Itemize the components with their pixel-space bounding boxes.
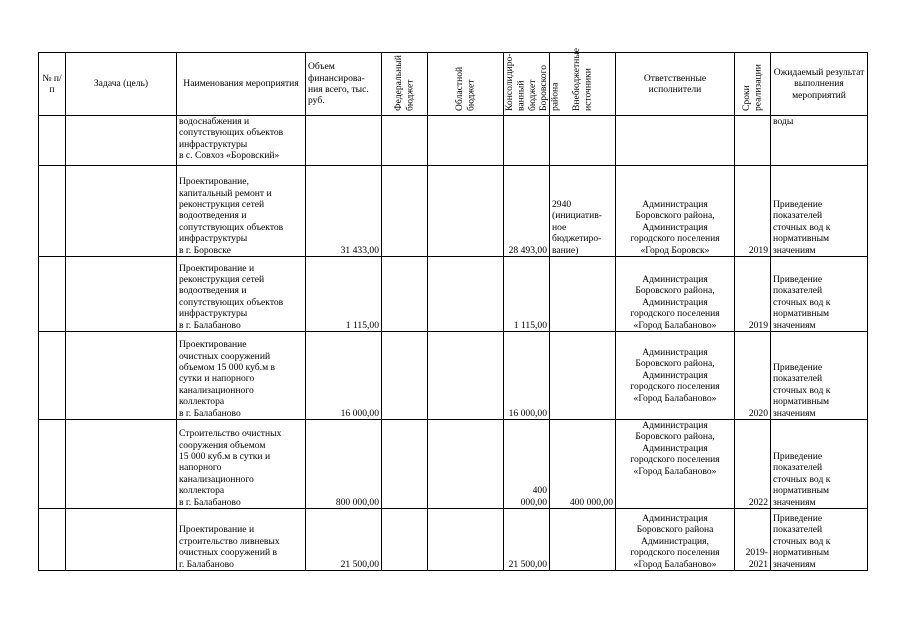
- total-cell: 800 000,00: [306, 420, 382, 509]
- year-cell: 2019- 2021: [735, 509, 771, 571]
- activity-cell: водоснабжения и сопутствующих объектов инфраструктуры в с. Совхоз «Боровский»: [177, 116, 306, 166]
- federal-cell: [382, 332, 428, 420]
- activity-cell: Проектирование, капитальный ремонт и реконструкция сетей водоотведения и сопутствующих объектов инфраструктуры в г. Боровске: [177, 166, 306, 257]
- offbudget-cell: [550, 257, 616, 332]
- total-cell: 31 433,00: [306, 166, 382, 257]
- consolidated-cell: [504, 116, 550, 166]
- total-cell: [306, 116, 382, 166]
- offbudget-cell: [550, 509, 616, 571]
- financing-table: [38, 48, 868, 571]
- activity-cell: Проектирование и реконструкция сетей водоотведения и сопутствующих объектов инфраструктуры в г. Балабаново: [177, 257, 306, 332]
- regional-cell: [428, 257, 504, 332]
- table-row: [39, 420, 868, 509]
- total-cell: 1 115,00: [306, 257, 382, 332]
- offbudget-cell: [550, 116, 616, 166]
- activity-cell: Проектирование очистных сооружений объемом 15 000 куб.м в сутки и напорного канализационного коллектора в г. Балабаново: [177, 332, 306, 420]
- activity-cell: Строительство очистных сооружения объемом 15 000 куб.м в сутки и напорного канализационного коллектора в г. Балабаново: [177, 420, 306, 509]
- result-cell: Приведение показателей сточных вод к нормативным значениям: [771, 509, 868, 571]
- responsible-cell: Администрация Боровского района Администрация, городского поселения «Город Балабаново»: [616, 509, 735, 571]
- task-cell: [66, 509, 177, 571]
- regional-cell: [428, 509, 504, 571]
- consolidated-cell: 1 115,00: [504, 257, 550, 332]
- regional-cell: [428, 166, 504, 257]
- regional-cell: [428, 332, 504, 420]
- task-cell: [66, 257, 177, 332]
- year-cell: 2019: [735, 166, 771, 257]
- responsible-cell: Администрация Боровского района, Администрация городского поселения «Город Балабаново»: [616, 332, 735, 420]
- consolidated-cell: 28 493,00: [504, 166, 550, 257]
- number-cell: [39, 420, 66, 509]
- total-cell: 21 500,00: [306, 509, 382, 571]
- task-cell: [66, 166, 177, 257]
- year-cell: 2020: [735, 332, 771, 420]
- responsible-cell: Администрация Боровского района, Администрация городского поселения «Город Балабаново»: [616, 257, 735, 332]
- consolidated-cell: 400 000,00: [504, 420, 550, 509]
- col-responsible: Ответственные исполнители: [616, 53, 735, 116]
- table-row: [39, 166, 868, 257]
- consolidated-cell: 16 000,00: [504, 332, 550, 420]
- number-cell: [39, 509, 66, 571]
- offbudget-cell: 400 000,00: [550, 420, 616, 509]
- task-cell: [66, 420, 177, 509]
- col-regional: Областной бюджет: [428, 53, 504, 116]
- offbudget-cell: 2940 (инициатив- ное бюджетиро- вание): [550, 166, 616, 257]
- col-number: № п/п: [39, 53, 66, 116]
- col-result: Ожидаемый результат выполнения мероприятий: [771, 53, 868, 116]
- year-cell: 2019: [735, 257, 771, 332]
- number-cell: [39, 116, 66, 166]
- federal-cell: [382, 257, 428, 332]
- task-cell: [66, 116, 177, 166]
- col-activity: Наименования мероприятия: [177, 53, 306, 116]
- result-cell: Приведение показателей сточных вод к нормативным значениям: [771, 332, 868, 420]
- col-offbudget: Внебюджетные источники: [550, 53, 616, 116]
- result-cell: Приведение показателей сточных вод к нормативным значениям: [771, 166, 868, 257]
- year-cell: [735, 116, 771, 166]
- col-federal: Федеральный бюджет: [382, 53, 428, 116]
- total-cell: 16 000,00: [306, 332, 382, 420]
- responsible-cell: Администрация Боровского района, Администрация городского поселения «Город Боровск»: [616, 166, 735, 257]
- federal-cell: [382, 420, 428, 509]
- col-total: Объем финансирова-ния всего, тыс. руб.: [306, 53, 382, 116]
- header-row: [39, 53, 868, 116]
- col-consolidated: Консолидиро-ванный бюджет Боровского района: [504, 53, 550, 116]
- federal-cell: [382, 509, 428, 571]
- regional-cell: [428, 116, 504, 166]
- number-cell: [39, 257, 66, 332]
- consolidated-cell: 21 500,00: [504, 509, 550, 571]
- result-cell: воды: [771, 116, 868, 166]
- result-cell: Приведение показателей сточных вод к нормативным значениям: [771, 420, 868, 509]
- table-row: [39, 509, 868, 571]
- col-terms: Сроки реализации: [735, 53, 771, 116]
- responsible-cell: [616, 116, 735, 166]
- col-task: Задача (цель): [66, 53, 177, 116]
- offbudget-cell: [550, 332, 616, 420]
- responsible-cell: Администрация Боровского района, Администрация городского поселения «Город Балабаново»: [616, 420, 735, 509]
- federal-cell: [382, 166, 428, 257]
- table-row: [39, 116, 868, 166]
- activity-cell: Проектирование и строительство ливневых очистных сооружений в г. Балабаново: [177, 509, 306, 571]
- federal-cell: [382, 116, 428, 166]
- number-cell: [39, 166, 66, 257]
- table-row: [39, 257, 868, 332]
- number-cell: [39, 332, 66, 420]
- regional-cell: [428, 420, 504, 509]
- task-cell: [66, 332, 177, 420]
- year-cell: 2022: [735, 420, 771, 509]
- result-cell: Приведение показателей сточных вод к нормативным значениям: [771, 257, 868, 332]
- table-row: [39, 332, 868, 420]
